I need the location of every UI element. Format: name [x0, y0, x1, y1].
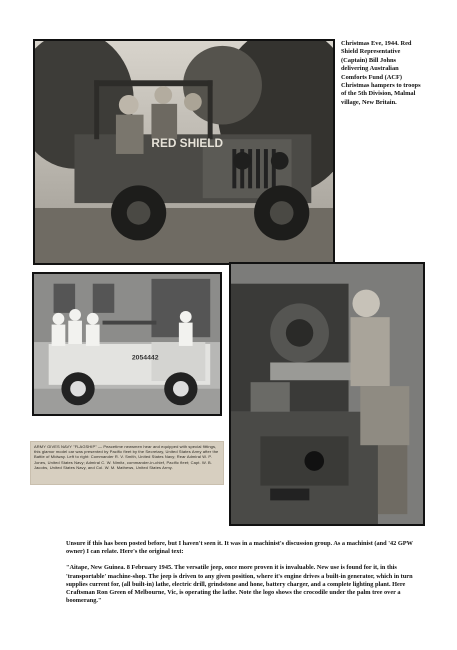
photo-jeep-christmas [33, 39, 335, 265]
clipping-text: ARMY GIVES NAVY "FLAGSHIP" — Peacetime newsmen hear and equipped with special fittings, this glamor model car was presented by Pacific fleet by the Secretary, United States Army after the Battle of Midway. Left to right: Commander R. V. Smith, United States Navy; Rear Admiral W. P. Jones, United States Navy; Admiral C. W. Nimitz, commander-in-chief, Pacific fleet; Capt. W. B. Jacobs, United States Navy, and Col. W. M. Mathews, United States Army. [34, 444, 219, 470]
photo-navy-flagship-jeep [32, 272, 222, 416]
jeep-serial: 2054442 [131, 354, 159, 362]
photo-machinist-lathe-jeep [229, 262, 425, 526]
newspaper-clipping [30, 441, 224, 485]
caption-top: Christmas Eve, 1944. Red Shield Representative (Captain) Bill Johns delivering Australian Comforts Fund (ACF) Christmas hampers to troops of the 5th Division, Malmal village, New Britain. [341, 40, 421, 106]
body-paragraph-1: Unsure if this has been posted before, but I haven't seen it. It was in a machinist's discussion group. As a machinist (and '42 GPW owner) I can relate. Here's the original text: [66, 540, 413, 556]
body-paragraph-2: "Aitape, New Guinea. 8 February 1945. The versatile jeep, once more proven it is invaluable. New use is found for it, in this 'transportable' machine-shop. The jeep is driven to any given position, where it's engine drives a built-in generator, which in turn supplies current for, (all built-in) lathe, electric drill, grindstone and hone, battery charger, and a complete lighting plant. Here Craftsman Ron Green of Melbourne, Vic, is operating the lathe. Note the logo shows the crocodile under the palm tree over a boomerang." [66, 564, 413, 605]
hood-text: RED SHIELD [151, 136, 224, 151]
body-text [66, 540, 426, 613]
